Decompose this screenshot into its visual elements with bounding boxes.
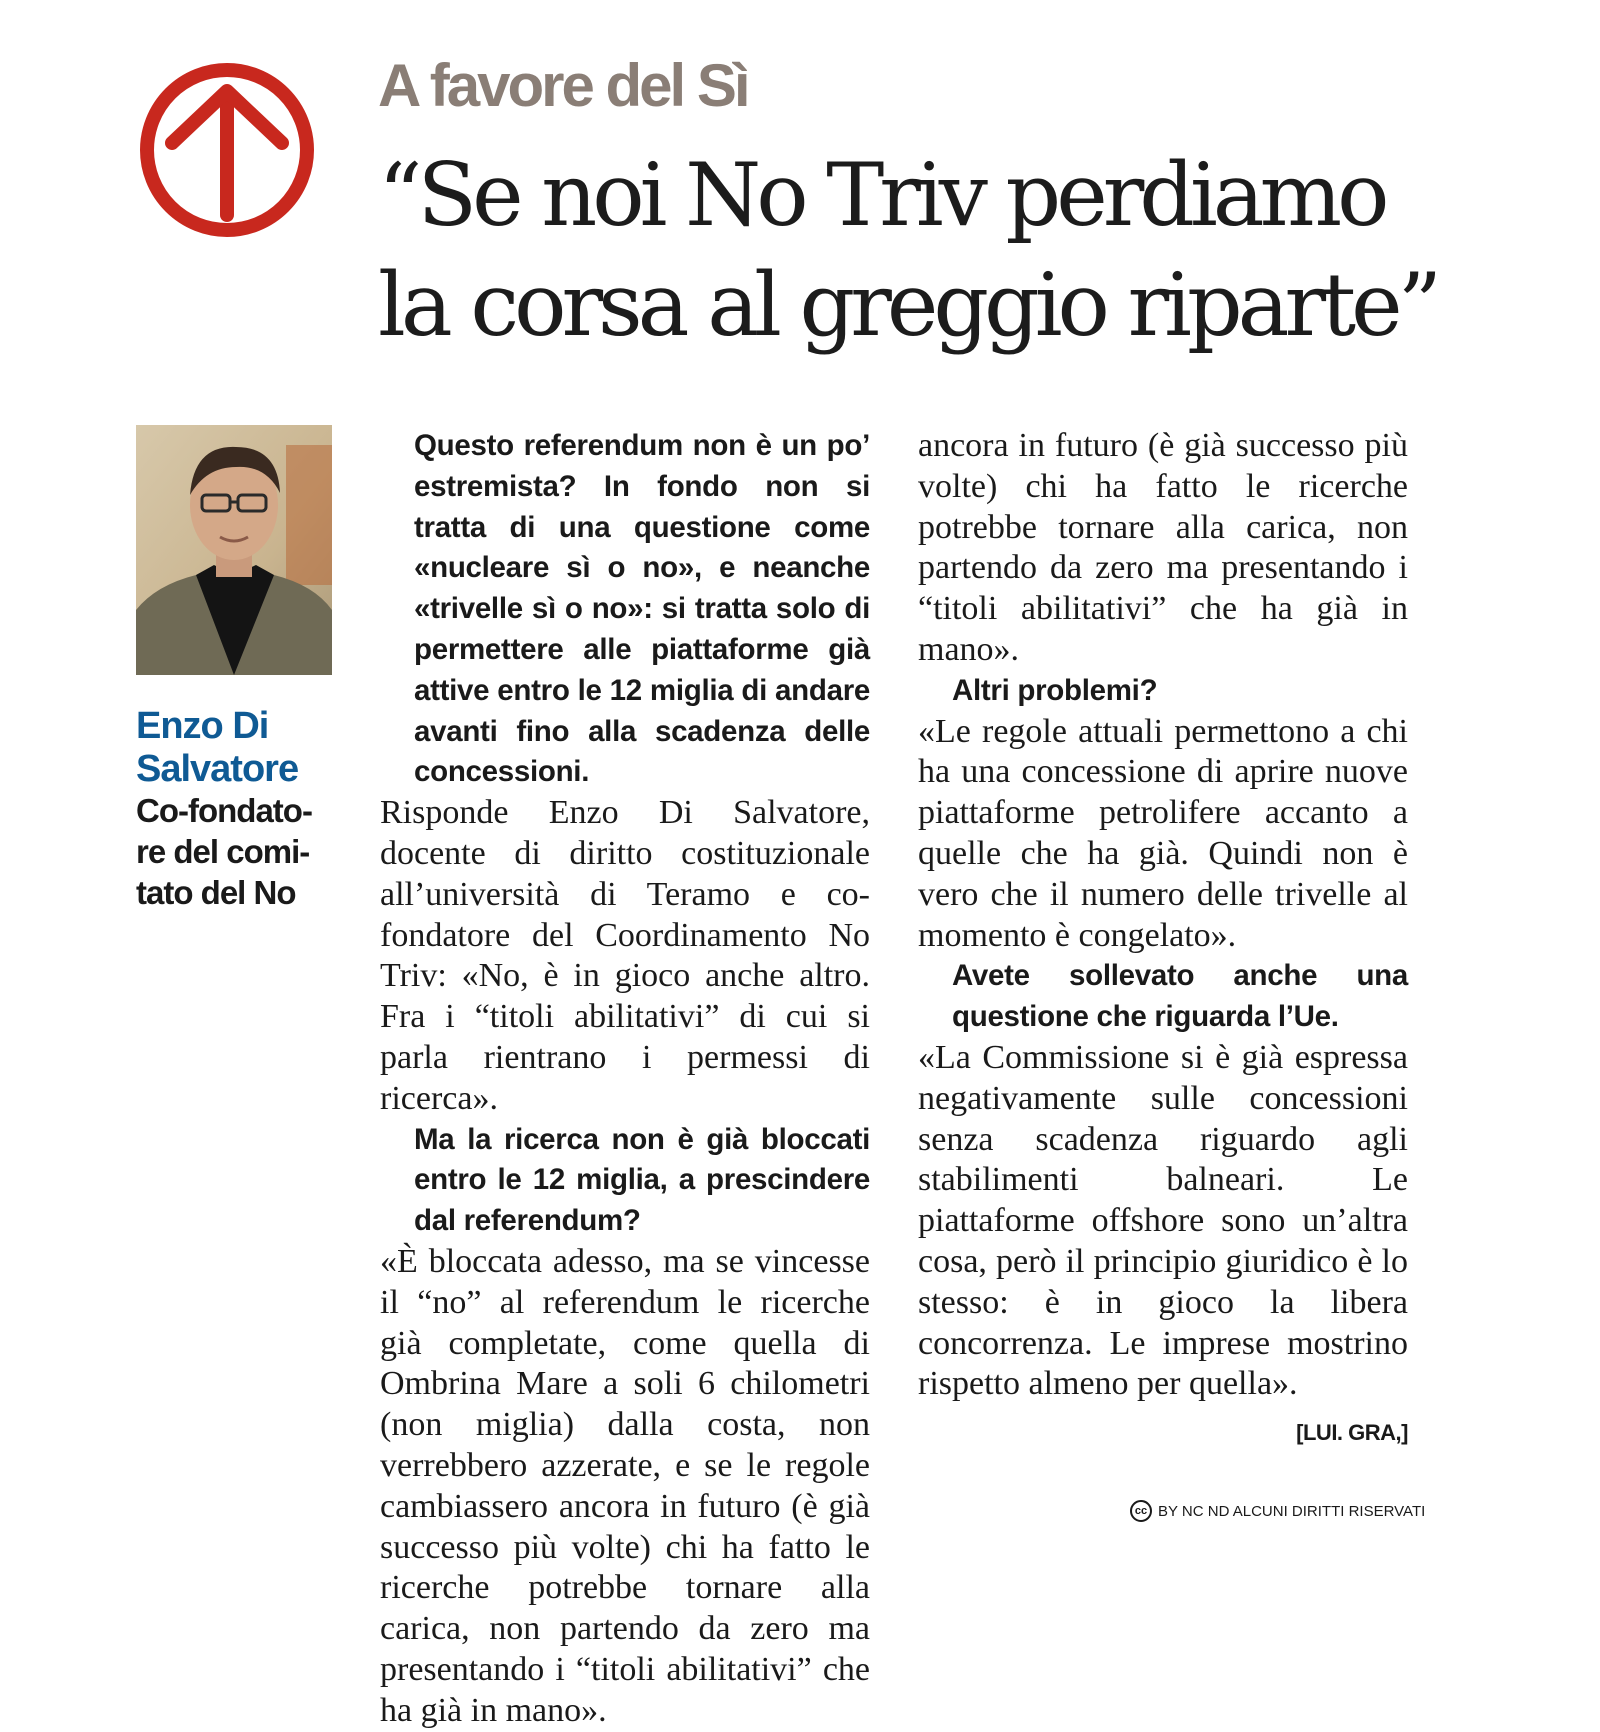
interview-answer-continued: ancora in futuro (è già successo più volte) chi ha fatto le ricerche potrebbe tornare alla carica, non partendo da zero ma presentando i “titoli abilitativi” che ha già in mano». <box>918 427 1408 668</box>
interview-answer: «Le regole attuali permettono a chi ha una concessione di aprire nuove piattaforme petrolifere accanto a quelle che ha già. Quindi non è vero che il numero delle trivelle al momento è congelato». <box>918 712 1408 954</box>
article-column-2 <box>918 426 1408 1454</box>
interview-question: Questo referendum non è un po’ estremista? In fondo non si tratta di una questione come «nucleare sì o no», e neanche «trivelle sì o no»: si tratta solo di permettere alle piattaforme già attive entro le 12 miglia di andare avanti fino alla scadenza delle concessioni. <box>414 429 870 789</box>
interview-answer-text: «La Commissione si è già espressa negativamente sulle concessioni senza scadenza riguardo agli stabilimenti balneari. Le piattaforme offshore sono un’altra cosa, però il principio giuridico è lo stesso: è in gioco la libera concorrenza. Le imprese mostrino rispetto almeno per quella». <box>918 1038 1408 1403</box>
interview-answer <box>918 1038 1408 1446</box>
interview-question: Altri problemi? <box>952 673 1158 707</box>
kicker: A favore del Sì <box>378 52 748 119</box>
article-column-1 <box>380 426 870 1729</box>
up-arrow-circle-icon <box>132 55 322 245</box>
person-role <box>136 790 312 913</box>
person-role-line: Co-fondato- <box>136 792 312 829</box>
author-signature: [LUI. GRA,] <box>1296 1420 1408 1446</box>
person-name: Enzo Di Salvatore <box>136 705 299 790</box>
person-role-line: re del comi- <box>136 833 310 870</box>
license-notice <box>1130 1500 1425 1522</box>
interview-answer: «È bloccata adesso, ma se vincesse il “no” al referendum le ricerche già completate, come quella di Ombrina Mare a soli 6 chilometri (non miglia) dalla costa, non verrebbero azzerate, e se le regole cambiassero ancora in futuro (è già successo più volte) chi ha fatto le ricerche potrebbe tornare alla carica, non partendo da zero ma presentando i “titoli abilitativi” che ha già in mano». <box>380 1242 870 1729</box>
interview-question: Ma la ricerca non è già bloccati entro le 12 miglia, a prescindere dal referendum? <box>414 1122 870 1238</box>
headline <box>378 140 1437 360</box>
creative-commons-icon: cc <box>1130 1500 1152 1522</box>
headline-line-1: “Se noi No Triv perdiamo <box>378 144 1385 246</box>
headline-line-2: la corsa al greggio riparte” <box>378 254 1438 356</box>
interview-question: Avete sollevato anche una questione che riguarda l’Ue. <box>952 959 1408 1034</box>
portrait-photo <box>136 425 332 675</box>
person-role-line: tato del No <box>136 874 296 911</box>
interview-answer: Risponde Enzo Di Salvatore, docente di diritto costituzionale all’università di Teramo e co-fondatore del Coordinamento No Triv: «No, è in gioco anche altro. Fra i “titoli abilitativi” di cui si parla rientrano i permessi di ricerca». <box>380 794 870 1117</box>
license-text: BY NC ND ALCUNI DIRITTI RISERVATI <box>1158 1502 1426 1520</box>
